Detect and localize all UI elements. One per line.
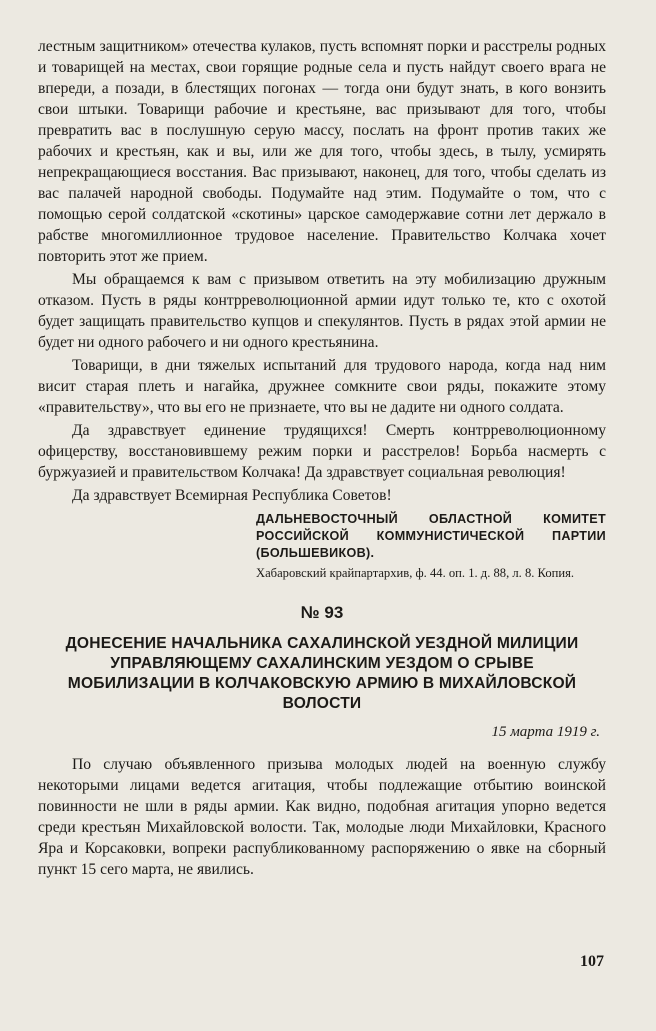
paragraph-appeal-refuse: Мы обращаемся к вам с призывом ответить на эту мобилизацию дружным отказом. Пусть в ряды контрреволюционной армии идут только те, кто с охотой будет защищать правительство купцов и спекулянтов. Пусть в рядах этой армии не будет ни одного рабочего и ни одного крестьянина. (38, 271, 606, 351)
document-title: ДОНЕСЕНИЕ НАЧАЛЬНИКА САХАЛИНСКОЙ УЕЗДНОЙ МИЛИЦИИ УПРАВЛЯЮЩЕМУ САХАЛИНСКИМ УЕЗДОМ О СРЫВЕ МОБИЛИЗАЦИИ В КОЛЧАКОВСКУЮ АРМИЮ В МИХАЙЛОВСКОЙ ВОЛОСТИ (65, 635, 579, 712)
document-date: 15 марта 1919 г. (491, 724, 600, 740)
document-number: № 93 (300, 603, 344, 622)
archive-reference: Хабаровский крайпартархив, ф. 44. оп. 1. д. 88, л. 8. Копия. (256, 566, 575, 580)
page-number: 107 (580, 953, 604, 970)
signature-committee: ДАЛЬНЕВОСТОЧНЫЙ ОБЛАСТНОЙ КОМИТЕТ РОССИЙСКОЙ КОММУНИСТИЧЕСКОЙ ПАРТИИ (БОЛЬШЕВИКОВ). (256, 512, 606, 560)
paragraph-appeal-slogans: Да здравствует единение трудящихся! Смерть контрреволюционному офицерству, восстановившему режим порки и расстрелов! Борьба насмерть с буржуазией и правительством Колчака! Да здравствует социальная революция! (38, 422, 606, 481)
paragraph-appeal-republic: Да здравствует Всемирная Республика Советов! (72, 487, 392, 504)
paragraph-report: По случаю объявленного призыва молодых людей на военную службу некоторыми лицами ведется агитация, чтобы подлежащие отбытию воинской повинности не шли в ряды армии. Как видно, подобная агитация упорно ведется среди крестьян Михайловской волости. Так, молодые люди Михайловки, Красного Яра и Корсаковки, вопреки распубликованному распоряжению о явке на сборный пункт 15 сего марта, не явились. (38, 756, 606, 878)
paragraph-appeal-continuation: лестным защитником» отечества кулаков, пусть вспомнят порки и расстрелы родных и товарищей на местах, свои горящие родные села и пусть найдут своего врага не впереди, а позади, в блестящих погонах — тогда они будут знать, в кого вонзить свои штыки. Товарищи рабочие и крестьяне, вас призывают для того, чтобы превратить вас в послушную серую массу, послать на фронт против таких же рабочих и крестьян, как и вы, или же для того, чтобы здесь, в тылу, усмирять непрекращающиеся восстания. Вас призывают, наконец, для того, чтобы сделать из вас палачей народной свободы. Подумайте над этим. Подумайте о том, что с помощью серой солдатской «скотины» царское самодержавие сотни лет держало в рабстве многомиллионное трудовое население. Правительство Колчака хочет повторить этот же прием. (38, 38, 606, 265)
paragraph-appeal-comrades: Товарищи, в дни тяжелых испытаний для трудового народа, когда над ним висит старая плеть и нагайка, дружнее сомкните свои ряды, покажите этому «правительству», что вы его не признаете, что вы не дадите ни одного солдата. (38, 357, 606, 416)
